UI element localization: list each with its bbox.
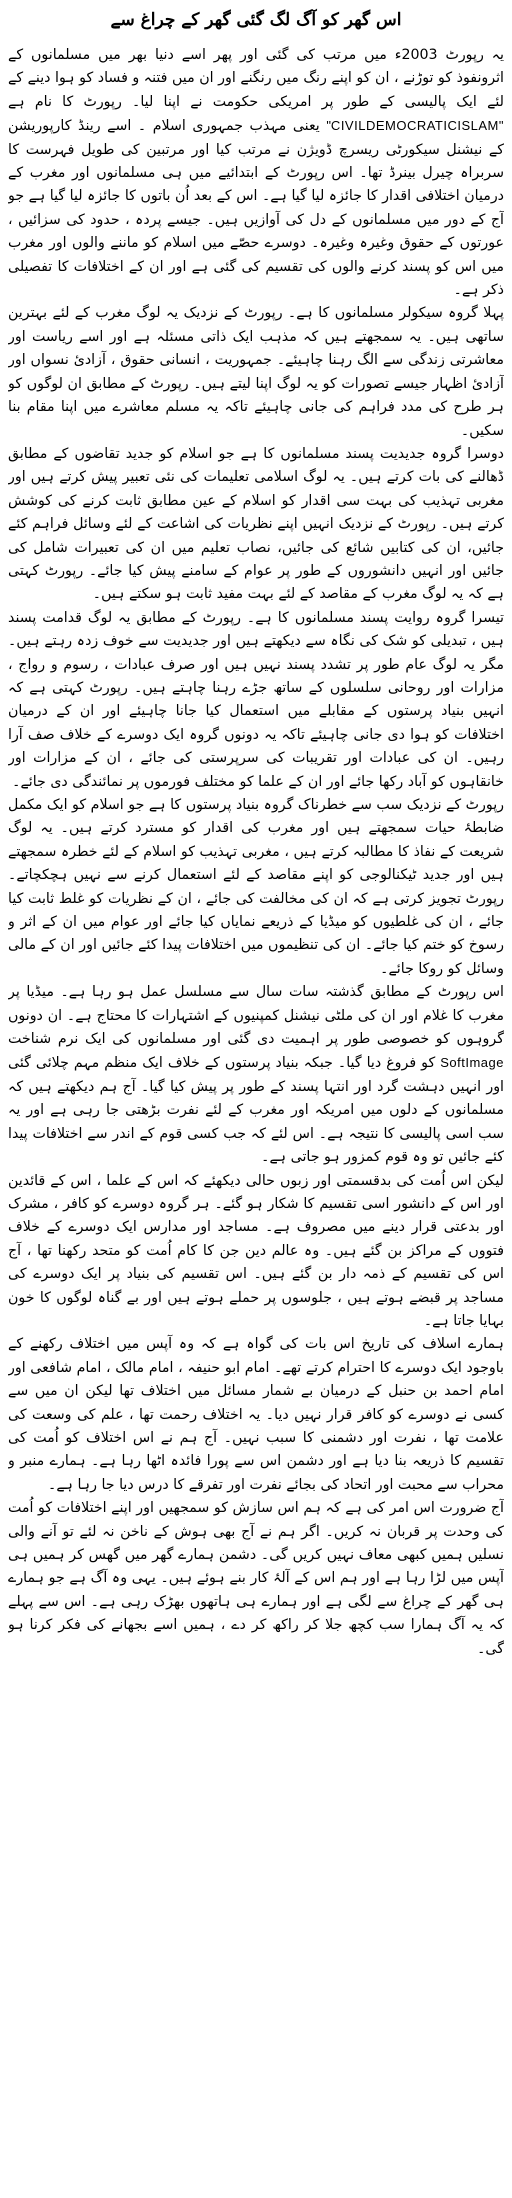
- article-paragraph: [8, 794, 504, 981]
- paragraph-text: پہلا گروہ سیکولر مسلمانوں کا ہے۔ رپورٹ کے نزدیک یہ لوگ مغرب کے لئے بہترین ساتھی ہیں۔ یہ سمجھتے ہیں کہ مذہب ایک ذاتی مسئلہ ہے اور اسے ریاست اور معاشرتی زندگی سے الگ رہنا چاہیئے۔ جمہوریت ، انسانی حقوق ، آزادیٔ نسواں اور آزادیٔ اظہار جیسے تصورات کو یہ لوگ اپنا لیتے ہیں۔ رپورٹ کے مطابق ان لوگوں کو ہر طرح کی مدد فراہم کی جانی چاہیئے تاکہ یہ مسلم معاشرے میں اپنا مقام بنا سکیں۔: [8, 305, 504, 439]
- paragraph-text: یہ رپورٹ 2003ء میں مرتب کی گئی اور پھر اسے دنیا بھر میں مسلمانوں کے اثرونفوذ کو توڑنے ، ان کو اپنے رنگ میں رنگنے اور ان میں فتنہ و فساد کو ہوا دینے کے لئے ایک پالیسی کے طور پر امریکی حکومت نے اپنا لیا۔ رپورٹ کا نام ہے: [8, 47, 504, 110]
- article-paragraph: [8, 1333, 504, 1497]
- paragraph-text: کو فروغ دیا گیا۔ جبکہ بنیاد پرستوں کے خلاف ایک منظم مہم چلائی گئی اور انہیں دہشت گرد اور انتہا پسند کے طور پر پیش کیا گیا۔ آج ہم دیکھتے ہیں کہ مسلمانوں کے دلوں میں امریکہ اور مغرب کے لئے نفرت بڑھتی جا رہی ہے اور یہ سب اسی پالیسی کا نتیجہ ہے۔ اس لئے کہ جب کسی قوم کے اندر سے اختلافات پیدا کئے جائیں تو وہ قوم کمزور ہو جاتی ہے۔: [8, 1055, 504, 1166]
- paragraph-text: یعنی مہذب جمہوری اسلام ۔ اسے رینڈ کارپوریشن کے نیشنل سیکورٹی ریسرچ ڈویژن نے مرتب کیا اور مرتبین کی طویل فہرست کا سربراہ چیرل بینرڈ تھا۔ اس رپورٹ کے ابتدائیے میں ہی مسلمانوں اور مغرب کے درمیان اختلافی اقدار کا جائزہ لیا گیا ہے۔ اس کے بعد اُن باتوں کا جائزہ لیا گیا ہے جو آج کے دور میں مسلمانوں کے دل کی آوازیں ہیں۔ جیسے پردہ ، حدود کی سزائیں ، عورتوں کے حقوق وغیرہ وغیرہ۔ دوسرے حصّے میں اسلام کو ماننے والوں اور مغرب میں اس کو پسند کرنے والوں کی تقسیم کی گئی ہے اور ان کے اختلافات کا تفصیلی ذکر ہے۔: [8, 118, 504, 299]
- article-paragraph: [8, 1497, 504, 1661]
- article-headline: اس گھر کو آگ لگ گئی گھر کے چراغ سے: [110, 10, 402, 30]
- article: [8, 0, 504, 2192]
- paragraph-text: آج ضرورت اس امر کی ہے کہ ہم اس سازش کو سمجھیں اور اپنے اختلافات کو اُمت کی وحدت پر قربان نہ کریں۔ اگر ہم نے آج بھی ہوش کے ناخن نہ لئے تو آنے والی نسلیں ہمیں کبھی معاف نہیں کریں گی۔ دشمن ہمارے گھر میں گھس کر ہمیں ہی آپس میں لڑا رہا ہے اور ہم اس کے آلۂ کار بنے ہوئے ہیں۔ یہی وہ آگ ہے جو ہمارے ہی گھر کے چراغ سے لگی ہے اور ہمارے ہی ہاتھوں بھڑک رہی ہے۔ اس سے پہلے کہ یہ آگ ہمارا سب کچھ جلا کر راکھ کر دے ، ہمیں اسے بجھانے کی فکر کرنا ہو گی۔: [8, 1500, 504, 1657]
- article-paragraph: [8, 1170, 504, 1334]
- article-paragraph: [8, 302, 504, 442]
- article-paragraph: [8, 981, 504, 1169]
- paragraph-text: رپورٹ کے نزدیک سب سے خطرناک گروہ بنیاد پرستوں کا ہے جو اسلام کو ایک مکمل ضابطۂ حیات سمجھتے ہیں اور مغرب کی اقدار کو مسترد کرتے ہیں۔ یہ لوگ شریعت کے نفاذ کا مطالبہ کرتے ہیں ، مغربی تہذیب کو اسلام کے لئے خطرہ سمجھتے ہیں اور جدید ٹیکنالوجی کو اپنے مقاصد کے لئے استعمال کرنے سے نہیں ہچکچاتے۔ رپورٹ تجویز کرتی ہے کہ ان کی مخالفت کی جائے ، ان کے نظریات کو غلط ثابت کیا جائے ، ان کی غلطیوں کو میڈیا کے ذریعے نمایاں کیا جائے اور عوام میں ان کے اثر و رسوخ کو ختم کیا جائے۔ ان کی تنظیموں میں اختلافات پیدا کئے جائیں اور ان کے مالی وسائل کو روکا جائے۔: [8, 797, 504, 977]
- paragraph-text: دوسرا گروہ جدیدیت پسند مسلمانوں کا ہے جو اسلام کو جدید تقاضوں کے مطابق ڈھالنے کی بات کرتے ہیں۔ یہ لوگ اسلامی تعلیمات کی نئی تعبیر پیش کرتے ہیں اور مغربی تہذیب کی بہت سی اقدار کو اسلام کے عین مطابق ثابت کرنے کی کوشش کرتے ہیں۔ رپورٹ کے نزدیک انہیں اپنے نظریات کی اشاعت کے لئے وسائل فراہم کئے جائیں، ان کی کتابیں شائع کی جائیں، نصاب تعلیم میں ان کی تعبیرات شامل کی جائیں اور انہیں دانشوروں کے طور پر عوام کے سامنے پیش کیا جائے۔ رپورٹ کہتی ہے کہ یہ لوگ مغرب کے مقاصد کے لئے بہت مفید ثابت ہو سکتے ہیں۔: [8, 445, 504, 603]
- article-paragraph: [8, 607, 504, 794]
- latin-term: "CIVILDEMOCRATICISLAM": [326, 118, 504, 134]
- paragraph-text: ہمارے اسلاف کی تاریخ اس بات کی گواہ ہے کہ وہ آپس میں اختلاف رکھنے کے باوجود ایک دوسرے کا احترام کرتے تھے۔ امام ابو حنیفہ ، امام مالک ، امام شافعی اور امام احمد بن حنبل کے درمیان بے شمار مسائل میں اختلاف تھا لیکن ان میں سے کسی نے دوسرے کو کافر قرار نہیں دیا۔ یہ اختلاف رحمت تھا ، علم کی وسعت کی علامت تھا ، نفرت اور دشمنی کا سبب نہیں۔ آج ہم نے اس اختلاف کو اُمت کی تقسیم کا ذریعہ بنا دیا ہے اور دشمن اس سے پورا فائدہ اٹھا رہا ہے۔ ہمارے منبر و محراب سے محبت اور اتحاد کی بجائے نفرت اور تفرقے کا درس دیا جا رہا ہے۔: [8, 1336, 504, 1493]
- article-body: [8, 44, 504, 1661]
- latin-term: SoftImage: [440, 1055, 504, 1071]
- article-paragraph: [8, 44, 504, 302]
- paragraph-text: لیکن اس اُمت کی بدقسمتی اور زبوں حالی دیکھئے کہ اس کے علما ، اس کے قائدین اور اس کے دانشور اسی تقسیم کا شکار ہو گئے۔ ہر گروہ دوسرے کو کافر ، مشرک اور بدعتی قرار دینے میں مصروف ہے۔ مساجد اور مدارس ایک دوسرے کے خلاف فتووں کے مراکز بن گئے ہیں۔ وہ عالم دین جن کا کام اُمت کو متحد رکھنا تھا ، آج اس کی تقسیم کے ذمہ دار بن گئے ہیں۔ اس تقسیم کی بنیاد پر ایک دوسرے کی مساجد پر قبضے ہوتے ہیں ، جلوسوں پر حملے ہوتے ہیں اور بے گناہ لوگوں کا خون بہایا جاتا ہے۔: [8, 1172, 504, 1329]
- paragraph-text: تیسرا گروہ روایت پسند مسلمانوں کا ہے۔ رپورٹ کے مطابق یہ لوگ قدامت پسند ہیں ، تبدیلی کو شک کی نگاہ سے دیکھتے ہیں اور جدیدیت سے خوف زدہ رہتے ہیں۔ مگر یہ لوگ عام طور پر تشدد پسند نہیں ہیں اور صرف عبادات ، رسوم و رواج ، مزارات اور روحانی سلسلوں کے ساتھ جڑے رہنا چاہتے ہیں۔ رپورٹ کہتی ہے کہ انہیں بنیاد پرستوں کے مقابلے میں استعمال کیا جانا چاہیئے اور ان کے درمیان اختلافات کو ہوا دی جانی چاہیئے تاکہ یہ دونوں گروہ ایک دوسرے کے خلاف صف آرا رہیں۔ ان کی عبادات اور تقریبات کی سرپرستی کی جائے ، ان کے مزارات اور خانقاہوں کو آباد رکھا جائے اور ان کے علما کو مختلف فورموں پر نمائندگی دی جائے۔: [8, 609, 504, 790]
- paragraph-text: اس رپورٹ کے مطابق گذشتہ سات سال سے مسلسل عمل ہو رہا ہے۔ میڈیا پر مغرب کا غلام اور ان کی ملٹی نیشنل کمپنیوں کے اشتہارات کا محتاج ہے۔ ان دونوں گروہوں کو خصوصی طور پر اہمیت دی گئی اور مسلمانوں کی ایک نرم شناخت: [8, 984, 504, 1048]
- article-paragraph: [8, 443, 504, 607]
